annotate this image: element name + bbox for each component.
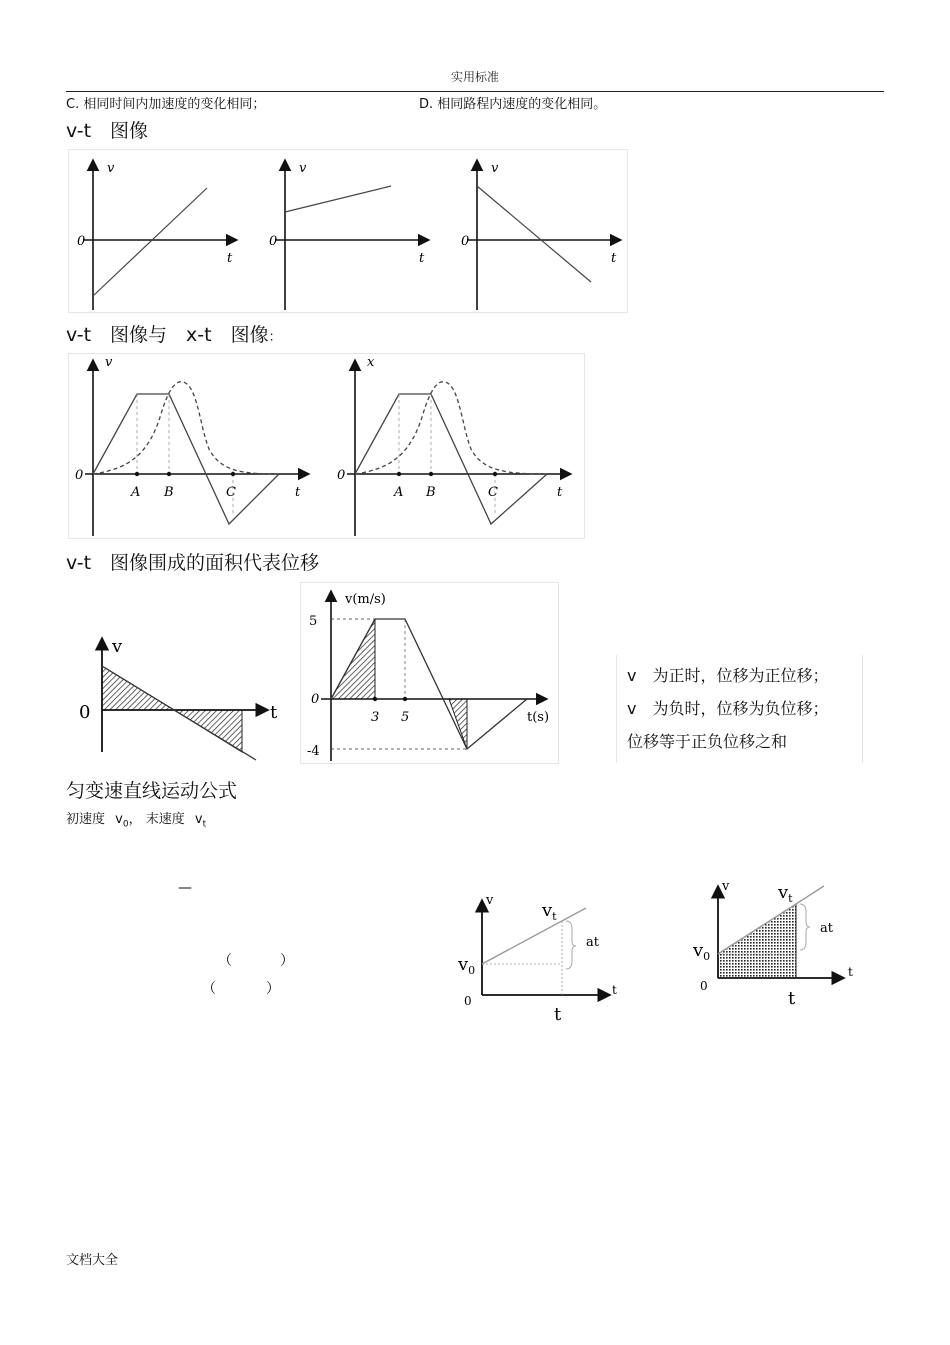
section-title-colon: ：: [268, 330, 282, 345]
area-graph-2-svg: [301, 583, 558, 763]
fg2-t-axis-label: t: [848, 965, 853, 979]
right-t-label: t: [557, 485, 563, 500]
left-v-label: v: [105, 355, 113, 370]
right-b-label: B: [426, 485, 436, 500]
graph2-line: [285, 186, 391, 212]
area1-t-label: t: [270, 702, 278, 723]
section-title-vt-xt-text: v-t 图像与 x-t 图像: [66, 324, 269, 346]
graph2-zero-label: 0: [269, 234, 278, 249]
fg2-v0-label: $v_0$: [693, 940, 711, 963]
section-title-area: v-t 图像围成的面积代表位移: [66, 552, 320, 574]
left-point-a: [135, 472, 139, 476]
formula-dash: —: [178, 880, 192, 896]
graph3-zero-label: 0: [461, 234, 470, 249]
final-velocity-symbol: $v_t$: [194, 812, 207, 830]
fg2-zero-label: 0: [700, 979, 708, 993]
fg2-area-region: [718, 904, 796, 978]
fg1-t-axis-label: t: [612, 983, 617, 997]
formula-graph-1: [452, 890, 627, 1025]
formula-paren1-close: ）: [280, 953, 294, 969]
right-zero-label: 0: [337, 468, 346, 483]
left-zero-label: 0: [75, 468, 84, 483]
area2-tick-5x: 5: [401, 710, 410, 725]
final-velocity-label: 末速度: [145, 812, 185, 827]
fg2-v-label: v: [722, 879, 730, 894]
right-a-label: A: [394, 485, 404, 500]
left-solid-curve: [93, 394, 279, 524]
area-graph-1-svg: [74, 632, 284, 762]
section-title-vt: v-t 图像: [66, 120, 149, 142]
area2-tick-5: 5: [309, 614, 318, 629]
formula-graph-1-svg: [452, 890, 627, 1025]
init-velocity-symbol: $v_0$: [115, 812, 129, 830]
note-sum: 位移等于正负位移之和: [627, 732, 788, 751]
right-x-label: x: [367, 355, 375, 370]
fg1-v-label: v: [486, 893, 494, 908]
area2-t-unit-label: t(s): [527, 710, 550, 725]
header-rule: [66, 91, 884, 92]
displacement-notes: [616, 655, 863, 763]
area2-v-unit-label: v(m/s): [345, 592, 386, 607]
graph2-v-label: v: [299, 161, 307, 176]
fg1-t-label: t: [554, 1004, 562, 1025]
note-negative: v 为负时，位移为负位移；: [627, 699, 829, 718]
graph3-line: [477, 186, 591, 282]
area2-tick-neg4: -4: [307, 744, 320, 759]
graph2-t-label: t: [419, 251, 425, 266]
page-footer: 文档大全: [66, 1253, 119, 1268]
left-c-label: C: [226, 485, 236, 500]
velocity-definitions: [66, 808, 206, 830]
graph1-line: [93, 188, 207, 296]
left-b-label: B: [164, 485, 174, 500]
graph1-v-label: v: [107, 161, 115, 176]
left-point-b: [167, 472, 171, 476]
fg1-zero-label: 0: [464, 994, 472, 1008]
formula-paren2-open: （: [202, 981, 216, 997]
fg1-at-label: at: [586, 935, 599, 950]
area2-negative-region: [449, 699, 467, 749]
formula-paren1-open: （: [218, 953, 232, 969]
right-dashed-curve: [355, 382, 547, 474]
area2-point-3: [373, 697, 377, 701]
left-dashed-curve: [93, 382, 279, 474]
graph1-zero-label: 0: [77, 234, 86, 249]
formula-graph-2: [690, 876, 865, 1026]
graph3-t-label: t: [611, 251, 617, 266]
fg2-t-label: t: [788, 988, 796, 1009]
section-title-formulas: 匀变速直线运动公式: [66, 780, 238, 802]
fg1-v0-label: $v_0$: [458, 954, 476, 977]
vt-xt-svg: [69, 354, 584, 538]
area-graph-1: [74, 632, 284, 762]
vt-graphs-svg: [69, 150, 627, 312]
section-title-vt-xt: [66, 320, 282, 347]
option-d: D. 相同路程内速度的变化相同。: [419, 97, 607, 112]
note-positive: v 为正时，位移为正位移；: [627, 666, 829, 685]
right-c-label: C: [488, 485, 498, 500]
right-point-a: [397, 472, 401, 476]
right-point-b: [429, 472, 433, 476]
graph1-t-label: t: [227, 251, 233, 266]
vt-graphs-figure: [68, 149, 628, 313]
fg1-vt-label: $v_t$: [542, 900, 557, 923]
option-c: C. 相同时间内加速度的变化相同；: [66, 97, 266, 112]
separator: ，: [128, 812, 142, 827]
right-point-c: [493, 472, 497, 476]
fg1-line: [482, 908, 586, 964]
left-a-label: A: [131, 485, 141, 500]
area1-zero-label: 0: [79, 702, 91, 723]
fg2-brace: [800, 904, 810, 950]
left-point-c: [231, 472, 235, 476]
graph3-v-label: v: [491, 161, 499, 176]
area-graph-2: [300, 582, 559, 764]
right-solid-curve: [355, 394, 547, 524]
formula-graph-2-svg: [690, 876, 865, 1026]
area2-tick-3: 3: [371, 710, 380, 725]
vt-xt-figure: [68, 353, 585, 539]
fg1-brace: [566, 921, 576, 969]
fg2-at-label: at: [820, 921, 833, 936]
area1-v-label: v: [112, 636, 123, 657]
area2-zero-label: 0: [311, 692, 320, 707]
page-header: 实用标准: [450, 70, 499, 84]
area2-point-5: [403, 697, 407, 701]
fg2-vt-label: $v_t$: [778, 882, 793, 905]
formula-paren2-close: ）: [266, 981, 280, 997]
init-velocity-label: 初速度: [66, 812, 106, 827]
left-t-label: t: [295, 485, 301, 500]
